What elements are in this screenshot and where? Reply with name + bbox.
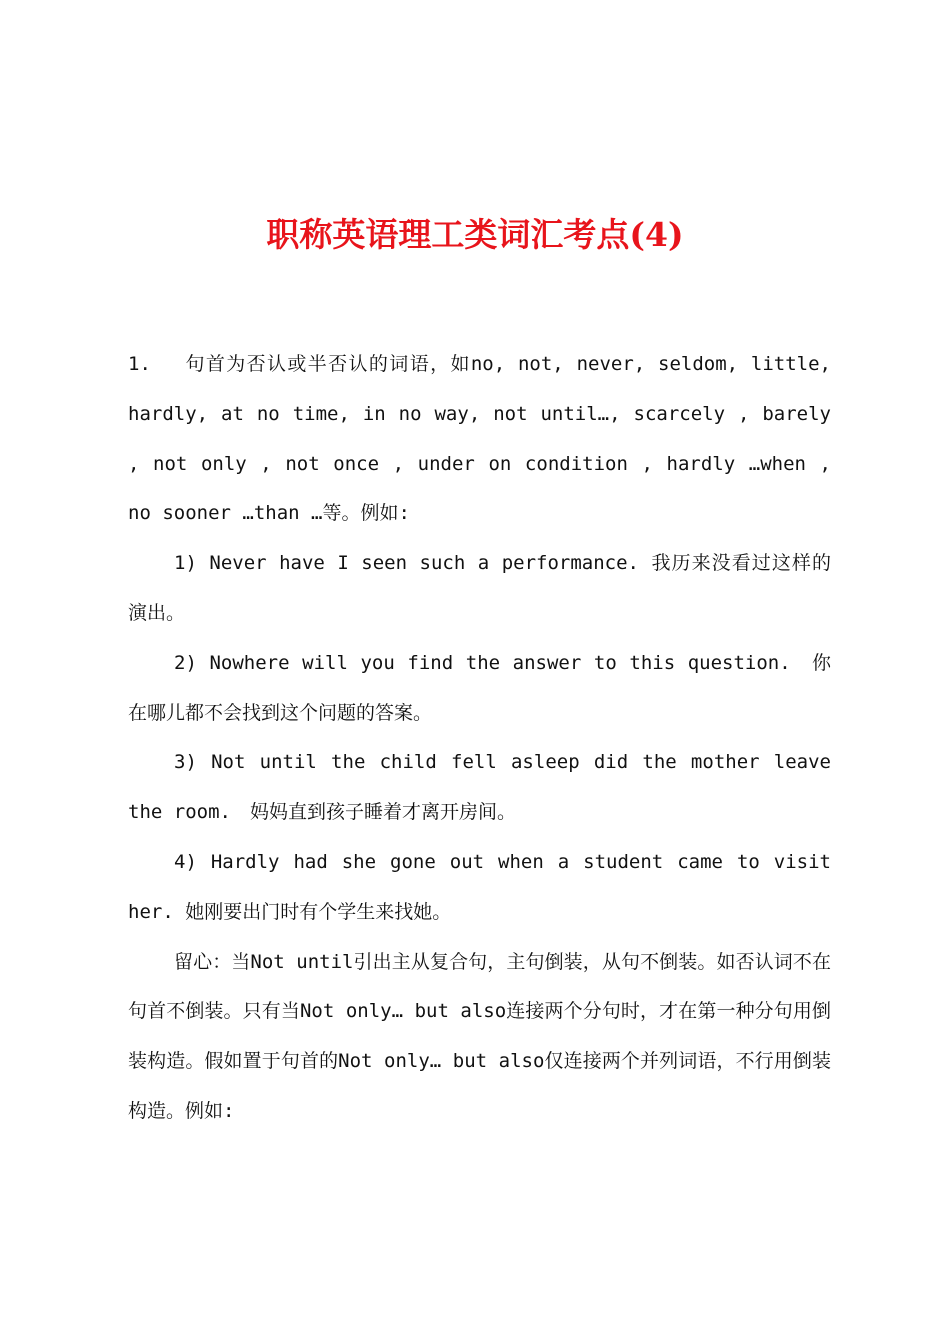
paragraph-rule-1: 1. 句首为否认或半否认的词语，如no, not, never, seldom, little, hardly, at no time, in no way, not until…, scarcely , barely , not only , not once , under on condition , hardly …when , no sooner …than …等。例如: [128, 353, 831, 525]
paragraph-example-3: 3) Not until the child fell asleep did the mother leave the room. 妈妈直到孩子睡着才离开房间。 [128, 751, 831, 824]
document-body [128, 340, 831, 1137]
paragraph-note: 留心：当Not until引出主从复合句，主句倒装，从句不倒装。如否认词不在句首不倒装。只有当Not only… but also连接两个分句时，才在第一种分句用倒装构造。假如置于句首的Not only… but also仅连接两个并列词语，不行用倒装构造。例如: [128, 950, 831, 1122]
paragraph-example-2: 2) Nowhere will you find the answer to this question. 你在哪儿都不会找到这个问题的答案。 [128, 651, 831, 724]
paragraph-example-4: 4) Hardly had she gone out when a student came to visit her. 她刚要出门时有个学生来找她。 [128, 850, 831, 923]
paragraph-example-1: 1) Never have I seen such a performance. 我历来没看过这样的演出。 [128, 552, 831, 624]
document-title: 职称英语理工类词汇考点(4) [266, 215, 684, 254]
